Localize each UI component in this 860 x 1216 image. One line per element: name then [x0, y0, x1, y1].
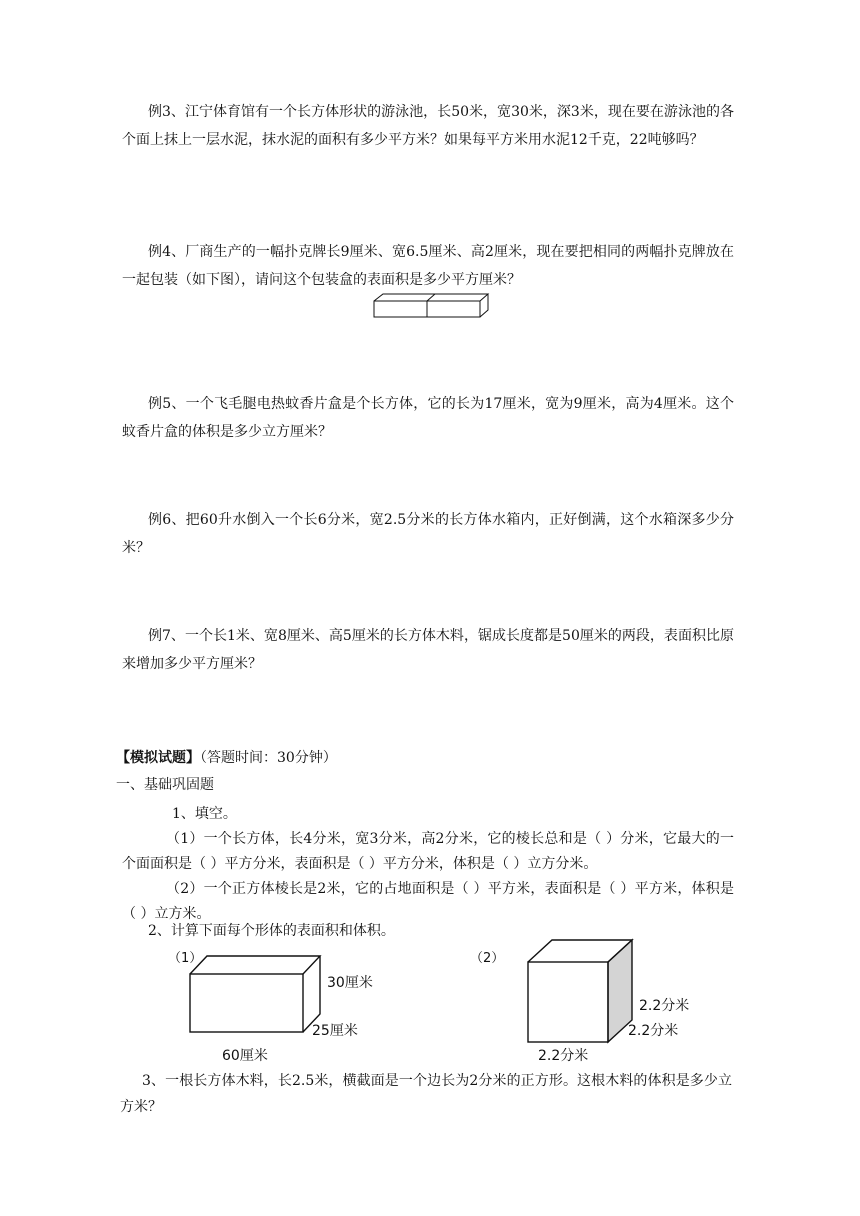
example-7: 例7、一个长1米、宽8厘米、高5厘米的长方体木料，锯成长度都是50厘米的两段，表面积比原来增加多少平方厘米？ — [122, 628, 734, 672]
cube-figure-label: （2） — [470, 951, 505, 966]
cuboid-depth-label: 25厘米 — [312, 1023, 358, 1039]
cuboid-top-face — [190, 956, 320, 974]
cube-height-label: 2.2分米 — [639, 998, 690, 1014]
cube-depth-label: 2.2分米 — [628, 1023, 679, 1039]
question-1-1: （1）一个长方体，长4分米，宽3分米，高2分米，它的棱长总和是（ ）分米，它最大的一个面面积是（ ）平方分米，表面积是（ ）平方分米，体积是（ ）立方分米。 — [122, 831, 734, 872]
cuboid-figure-label: （1） — [168, 951, 203, 966]
example-5: 例5、一个飞毛腿电热蚊香片盒是个长方体，它的长为17厘米，宽为9厘米，高为4厘米。这个蚊香片盒的体积是多少立方厘米？ — [122, 396, 734, 440]
cuboid-figure — [160, 942, 400, 1068]
part-1-heading: 一、基础巩固题 — [116, 777, 214, 793]
mock-title-time: （答题时间：30分钟） — [200, 750, 337, 766]
example-4: 例4、厂商生产的一幅扑克牌长9厘米、宽6.5厘米、高2厘米，现在要把相同的两幅扑克牌放在一起包装（如下图），请问这个包装盒的表面积是多少平方厘米？ — [122, 244, 734, 288]
question-1: 1、填空。 — [172, 806, 237, 822]
example-3: 例3、江宁体育馆有一个长方体形状的游泳池，长50米，宽30米，深3米，现在要在游泳池的各个面上抹上一层水泥，抹水泥的面积有多少平方米？如果每平方米用水泥12千克，22吨够吗？ — [122, 104, 734, 148]
cuboid-length-label: 60厘米 — [222, 1048, 268, 1064]
cube-figure — [462, 934, 712, 1070]
mock-title — [116, 747, 337, 769]
question-2: 2、计算下面每个形体的表面积和体积。 — [148, 923, 395, 939]
card-boxes-diagram — [372, 292, 494, 320]
mock-title-bold: 【模拟试题】 — [116, 750, 200, 766]
cuboid-side-face — [303, 956, 320, 1032]
question-3: 3、一根长方体木料，长2.5米，横截面是一个边长为2分米的正方形。这根木料的体积是多少立方米？ — [120, 1073, 732, 1115]
question-1-2: （2）一个正方体棱长是2米，它的占地面积是（ ）平方米，表面积是（ ）平方米，体积是（ ）立方米。 — [122, 881, 734, 922]
cuboid-height-label: 30厘米 — [327, 975, 373, 991]
cube-length-label: 2.2分米 — [538, 1048, 589, 1064]
cuboid-front-face — [190, 974, 303, 1032]
example-6: 例6、把60升水倒入一个长6分米，宽2.5分米的长方体水箱内，正好倒满，这个水箱深多少分米？ — [122, 512, 734, 556]
cube-front-face — [528, 962, 608, 1042]
